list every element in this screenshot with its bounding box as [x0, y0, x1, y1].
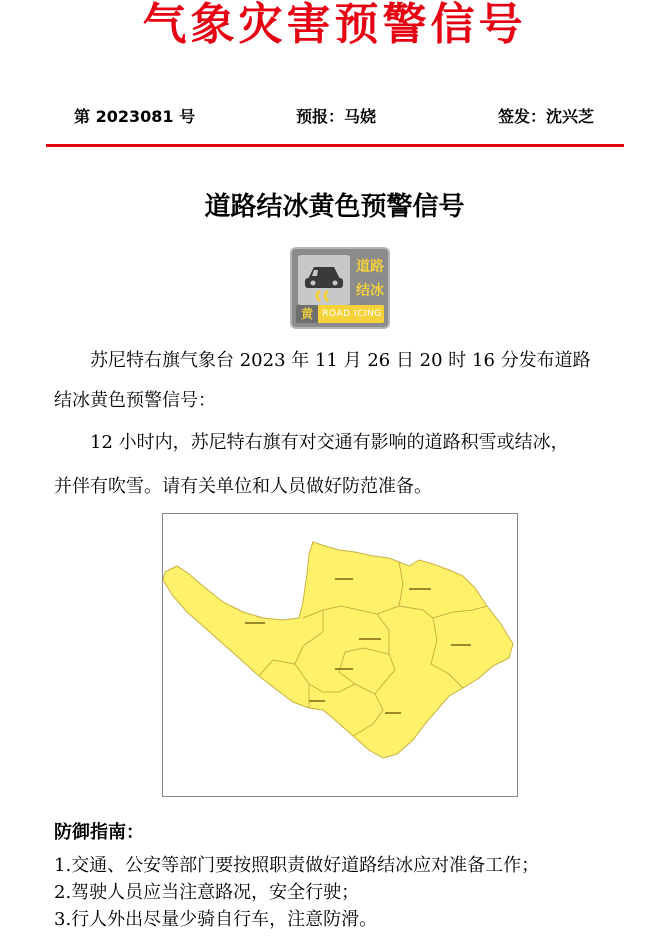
body-paragraph-2-line-2: 并伴有吹雪。请有关单位和人员做好防范准备。 [54, 476, 432, 497]
issue-meta-row [0, 104, 669, 130]
badge-level: 黄 [296, 305, 318, 323]
signer: 签发：沈兴芝 [498, 107, 595, 126]
district-label-mark [245, 622, 265, 624]
badge-road-text [354, 255, 386, 305]
badge-english-label: ROAD ICING [322, 309, 382, 319]
district-label-mark [335, 668, 353, 670]
guide-title: 防御指南： [54, 822, 144, 843]
district-label-mark [335, 578, 353, 580]
badge-road-line2: 结冰 [356, 283, 384, 299]
body-paragraph-2-line-1: 12 小时内，苏尼特右旗有对交通有影响的道路积雪或结冰， [90, 432, 569, 453]
signal-title: 气象灾害预警信号 [142, 0, 527, 50]
car-sliding-icon [298, 255, 350, 305]
district-label-mark [385, 712, 401, 714]
guide-item-1: 1.交通、公安等部门要按照职责做好道路结冰应对准备工作； [54, 855, 540, 876]
body-paragraph-1-line-1: 苏尼特右旗气象台 2023 年 11 月 26 日 20 时 16 分发布道路 [90, 350, 591, 371]
warning-heading: 道路结冰黄色预警信号 [204, 192, 465, 222]
badge-bottom-bar [296, 305, 384, 323]
district-label-mark [359, 638, 381, 640]
body-paragraph-1-line-2: 结冰黄色预警信号： [54, 390, 216, 411]
guide-item-2: 2.驾驶人员应当注意路况，安全行驶； [54, 882, 360, 903]
warning-area-map [162, 513, 518, 797]
badge-road-line1: 道路 [356, 259, 384, 275]
district-label-mark [309, 700, 325, 702]
district-label-mark [451, 644, 471, 646]
forecaster: 预报：马娆 [296, 107, 377, 126]
header-divider [46, 144, 624, 147]
issue-number: 第 2023081 号 [74, 107, 196, 126]
road-icing-yellow-badge [290, 247, 390, 329]
district-label-mark [409, 588, 431, 590]
county-map-outline [163, 542, 513, 758]
guide-item-3: 3.行人外出尽量少骑自行车，注意防滑。 [54, 909, 378, 930]
